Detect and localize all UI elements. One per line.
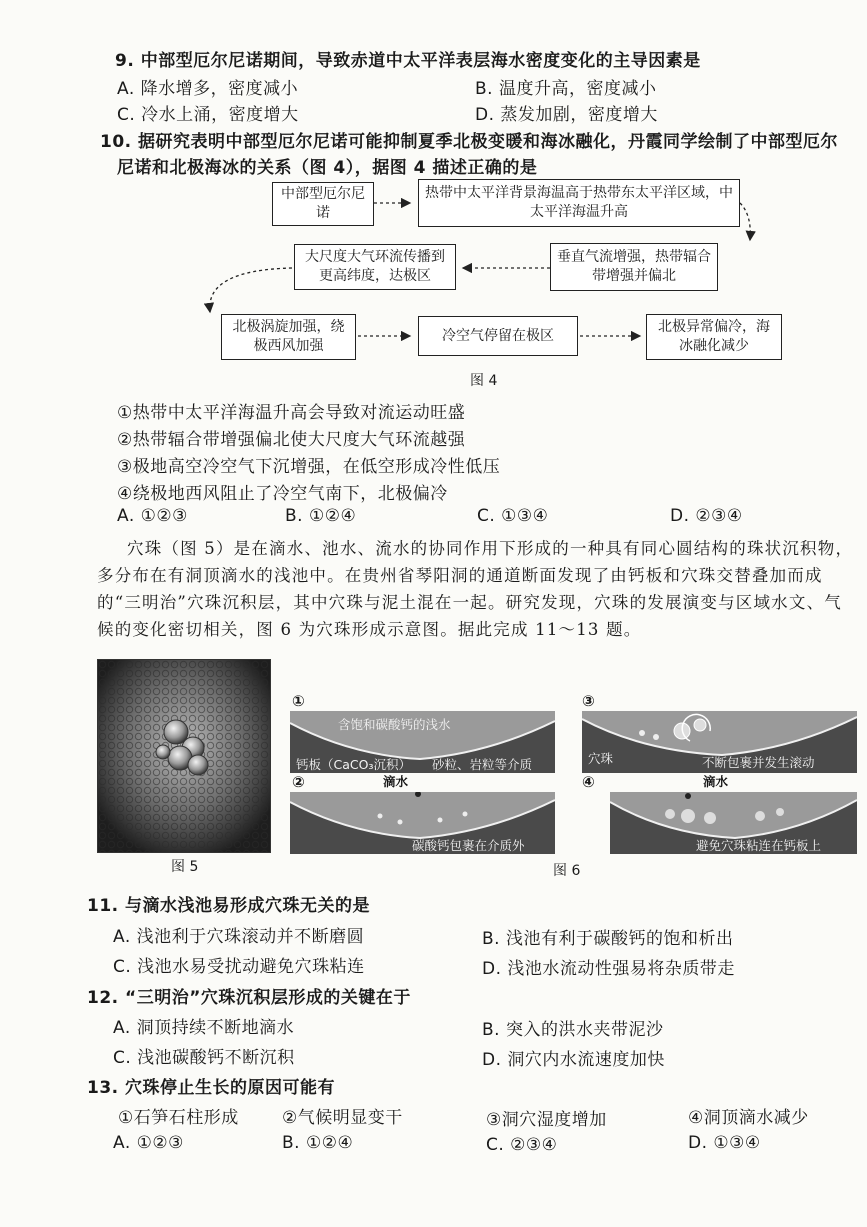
figure-6-panel-4 xyxy=(610,792,857,854)
figure-4-caption: 图 4 xyxy=(470,373,498,389)
q13-stem: 13. 穴珠停止生长的原因可能有 xyxy=(87,1078,336,1098)
panel-2-wrap-label: 碳酸钙包裹在介质外 xyxy=(412,838,525,853)
flow-box-el-nino: 中部型厄尔尼诺 xyxy=(272,182,374,226)
q12-option-d: D. 洞穴内水流速度加快 xyxy=(482,1050,665,1070)
figure-6-panel-3-number: ③ xyxy=(582,692,595,710)
q13-statement-1: ①石笋石柱形成 xyxy=(118,1108,239,1128)
panel-1-sand-label: 砂粒、岩粒等介质 xyxy=(432,757,533,772)
passage-line-2: 多分布在有洞顶滴水的浅池中。在贵州省琴阳洞的通道断面发现了由钙板和穴珠交替叠加而成 xyxy=(97,566,823,585)
figure-6-panel-2-number: ② xyxy=(292,773,305,791)
panel-4-drip-label: 滴水 xyxy=(703,774,729,789)
q9-option-b: B. 温度升高，密度减小 xyxy=(475,79,657,99)
q13-statement-3: ③洞穴湿度增加 xyxy=(486,1110,607,1130)
q13-option-d: D. ①③④ xyxy=(688,1133,761,1153)
cave-pearl-texture xyxy=(98,660,270,852)
flow-box-polar-vortex: 北极涡旋加强，绕极西风加强 xyxy=(221,314,356,360)
q11-option-d: D. 浅池水流动性强易将杂质带走 xyxy=(482,959,735,979)
q10-statement-1: ①热带中太平洋海温升高会导致对流运动旺盛 xyxy=(117,403,466,423)
figure-5-caption: 图 5 xyxy=(171,859,199,875)
q10-option-b: B. ①②④ xyxy=(285,506,357,526)
panel-3-roll-label: 不断包裹并发生滚动 xyxy=(702,755,815,770)
q9-option-c: C. 冷水上涌，密度增大 xyxy=(117,105,299,125)
q9-stem: 9. 中部型厄尔尼诺期间，导致赤道中太平洋表层海水密度变化的主导因素是 xyxy=(115,51,701,71)
q11-option-c: C. 浅池水易受扰动避免穴珠粘连 xyxy=(113,957,365,977)
panel-1-water-label: 含饱和碳酸钙的浅水 xyxy=(338,717,451,732)
figure-6-panel-1-number: ① xyxy=(292,692,305,710)
figure-6-panel-2 xyxy=(290,792,555,854)
q10-option-a: A. ①②③ xyxy=(117,506,188,526)
panel-4-avoid-label: 避免穴珠粘连在钙板上 xyxy=(696,838,822,853)
q12-stem: 12. “三明治”穴珠沉积层形成的关键在于 xyxy=(87,988,411,1008)
q10-statement-2: ②热带辐合带增强偏北使大尺度大气环流越强 xyxy=(117,430,466,450)
q10-statement-3: ③极地高空冷空气下沉增强，在低空形成冷性低压 xyxy=(117,457,501,477)
passage-line-4: 候的变化密切相关，图 6 为穴珠形成示意图。据此完成 11～13 题。 xyxy=(97,620,642,639)
panel-3-pearl-label: 穴珠 xyxy=(588,751,614,766)
q10-statement-4: ④绕极地西风阻止了冷空气南下，北极偏冷 xyxy=(117,484,448,504)
flow-box-circulation: 大尺度大气环流传播到更高纬度，达极区 xyxy=(294,244,456,290)
figure-6-caption: 图 6 xyxy=(553,863,581,879)
figure-6-panel-3 xyxy=(582,711,857,773)
q10-stem-line1: 10. 据研究表明中部型厄尔尼诺可能抑制夏季北极变暖和海冰融化，丹霞同学绘制了中部型厄尔 xyxy=(100,132,839,152)
q12-option-b: B. 突入的洪水夹带泥沙 xyxy=(482,1020,664,1040)
q11-stem: 11. 与滴水浅池易形成穴珠无关的是 xyxy=(87,896,371,916)
panel-2-drip-label: 滴水 xyxy=(383,774,409,789)
q13-statement-4: ④洞顶滴水减少 xyxy=(688,1108,809,1128)
flow-box-cold-air: 冷空气停留在极区 xyxy=(418,316,578,356)
q11-option-b: B. 浅池有利于碳酸钙的饱和析出 xyxy=(482,929,734,949)
figure-5-cave-pearl-photo xyxy=(97,659,271,853)
q11-option-a: A. 浅池利于穴珠滚动并不断磨圆 xyxy=(113,927,365,947)
q12-option-c: C. 浅池碳酸钙不断沉积 xyxy=(113,1048,295,1068)
q9-option-a: A. 降水增多，密度减小 xyxy=(117,79,299,99)
figure-6-panel-4-number: ④ xyxy=(582,773,595,791)
figure-6-panel-1 xyxy=(290,711,555,773)
q13-option-c: C. ②③④ xyxy=(486,1135,558,1155)
q13-option-b: B. ①②④ xyxy=(282,1133,354,1153)
flow-box-sea-temperature: 热带中太平洋背景海温高于热带东太平洋区域，中太平洋海温升高 xyxy=(418,179,740,227)
passage-line-1: 穴珠（图 5）是在滴水、池水、流水的协同作用下形成的一种具有同心圆结构的珠状沉积物， xyxy=(127,539,854,558)
passage-line-3: 的“三明治”穴珠沉积层，其中穴珠与泥土混在一起。研究发现，穴珠的发展演变与区域水文、气 xyxy=(97,593,842,612)
q13-option-a: A. ①②③ xyxy=(113,1133,184,1153)
flow-box-sea-ice: 北极异常偏冷，海冰融化减少 xyxy=(646,314,782,360)
q10-option-d: D. ②③④ xyxy=(670,506,743,526)
q9-option-d: D. 蒸发加剧，密度增大 xyxy=(475,105,658,125)
q13-statement-2: ②气候明显变干 xyxy=(282,1108,403,1128)
flow-box-vertical-airflow: 垂直气流增强，热带辐合带增强并偏北 xyxy=(550,243,718,291)
q12-option-a: A. 洞顶持续不断地滴水 xyxy=(113,1018,295,1038)
q10-option-c: C. ①③④ xyxy=(477,506,549,526)
panel-1-plate-label: 钙板（CaCO₃沉积） xyxy=(296,757,411,772)
q10-stem-line2: 尼诺和北极海冰的关系（图 4），据图 4 描述正确的是 xyxy=(117,158,538,178)
